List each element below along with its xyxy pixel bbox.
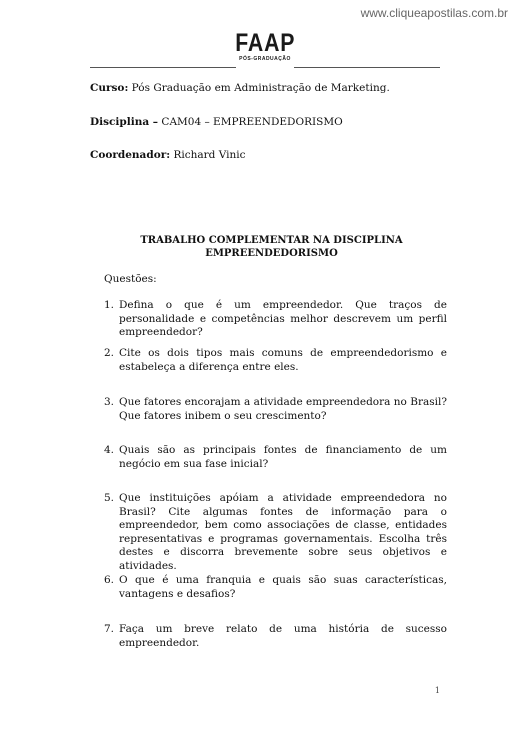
header-rule-left [90, 67, 236, 68]
course-line [90, 82, 390, 95]
question-number: 6. [104, 574, 115, 586]
question-text: Faça um breve relato de uma história de sucesso empreendedor. [119, 623, 447, 649]
question-text: O que é uma franquia e quais são suas características, vantagens e desafios? [119, 574, 447, 600]
title-line-1: TRABALHO COMPLEMENTAR NA DISCIPLINA [140, 235, 403, 246]
faap-logo [230, 30, 300, 63]
course-value: Pós Graduação em Administração de Marketing. [131, 82, 390, 94]
question-number: 1. [104, 299, 115, 311]
question-text: Quais são as principais fontes de financiamento de um negócio em sua fase inicial? [119, 444, 447, 470]
logo-sub-text: PÓS-GRADUAÇÃO [239, 56, 291, 62]
header-rule-right [294, 67, 440, 68]
discipline-line [90, 116, 343, 129]
watermark-url: www.cliqueapostilas.com.br [360, 6, 508, 20]
question-number: 3. [104, 396, 115, 408]
title-line-2: EMPREENDEDORISMO [205, 248, 338, 259]
discipline-label: Disciplina – [90, 116, 159, 128]
coordinator-value: Richard Vinic [173, 149, 246, 161]
question-text: Que fatores encorajam a atividade empreendedora no Brasil? Que fatores inibem o seu crescimento? [119, 396, 447, 422]
page-number: 1 [434, 686, 440, 695]
question-number: 2. [104, 347, 115, 359]
coordinator-label: Coordenador: [90, 149, 171, 161]
document-title [90, 234, 453, 260]
logo-main-text: FAAP [235, 29, 296, 57]
document-header [90, 30, 440, 70]
question-text: Que instituições apóiam a atividade empreendedora no Brasil? Cite algumas fontes de informação para o empreendedor, bem como associações de classe, entidades representativas e programas governamentais. Escolha três destes e discorra brevemente sobre seus objetivos e atividades. [119, 492, 447, 572]
question-number: 4. [104, 444, 115, 456]
questions-heading: Questões: [104, 273, 157, 285]
question-number: 5. [104, 492, 115, 504]
question-text: Cite os dois tipos mais comuns de empreendedorismo e estabeleça a diferença entre eles. [119, 347, 447, 373]
course-label: Curso: [90, 82, 129, 94]
question-text: Defina o que é um empreendedor. Que traços de personalidade e competências melhor descrevem um perfil empreendedor? [119, 299, 447, 338]
question-number: 7. [104, 623, 115, 635]
coordinator-line [90, 149, 245, 162]
discipline-value: CAM04 – EMPREENDEDORISMO [161, 116, 343, 128]
